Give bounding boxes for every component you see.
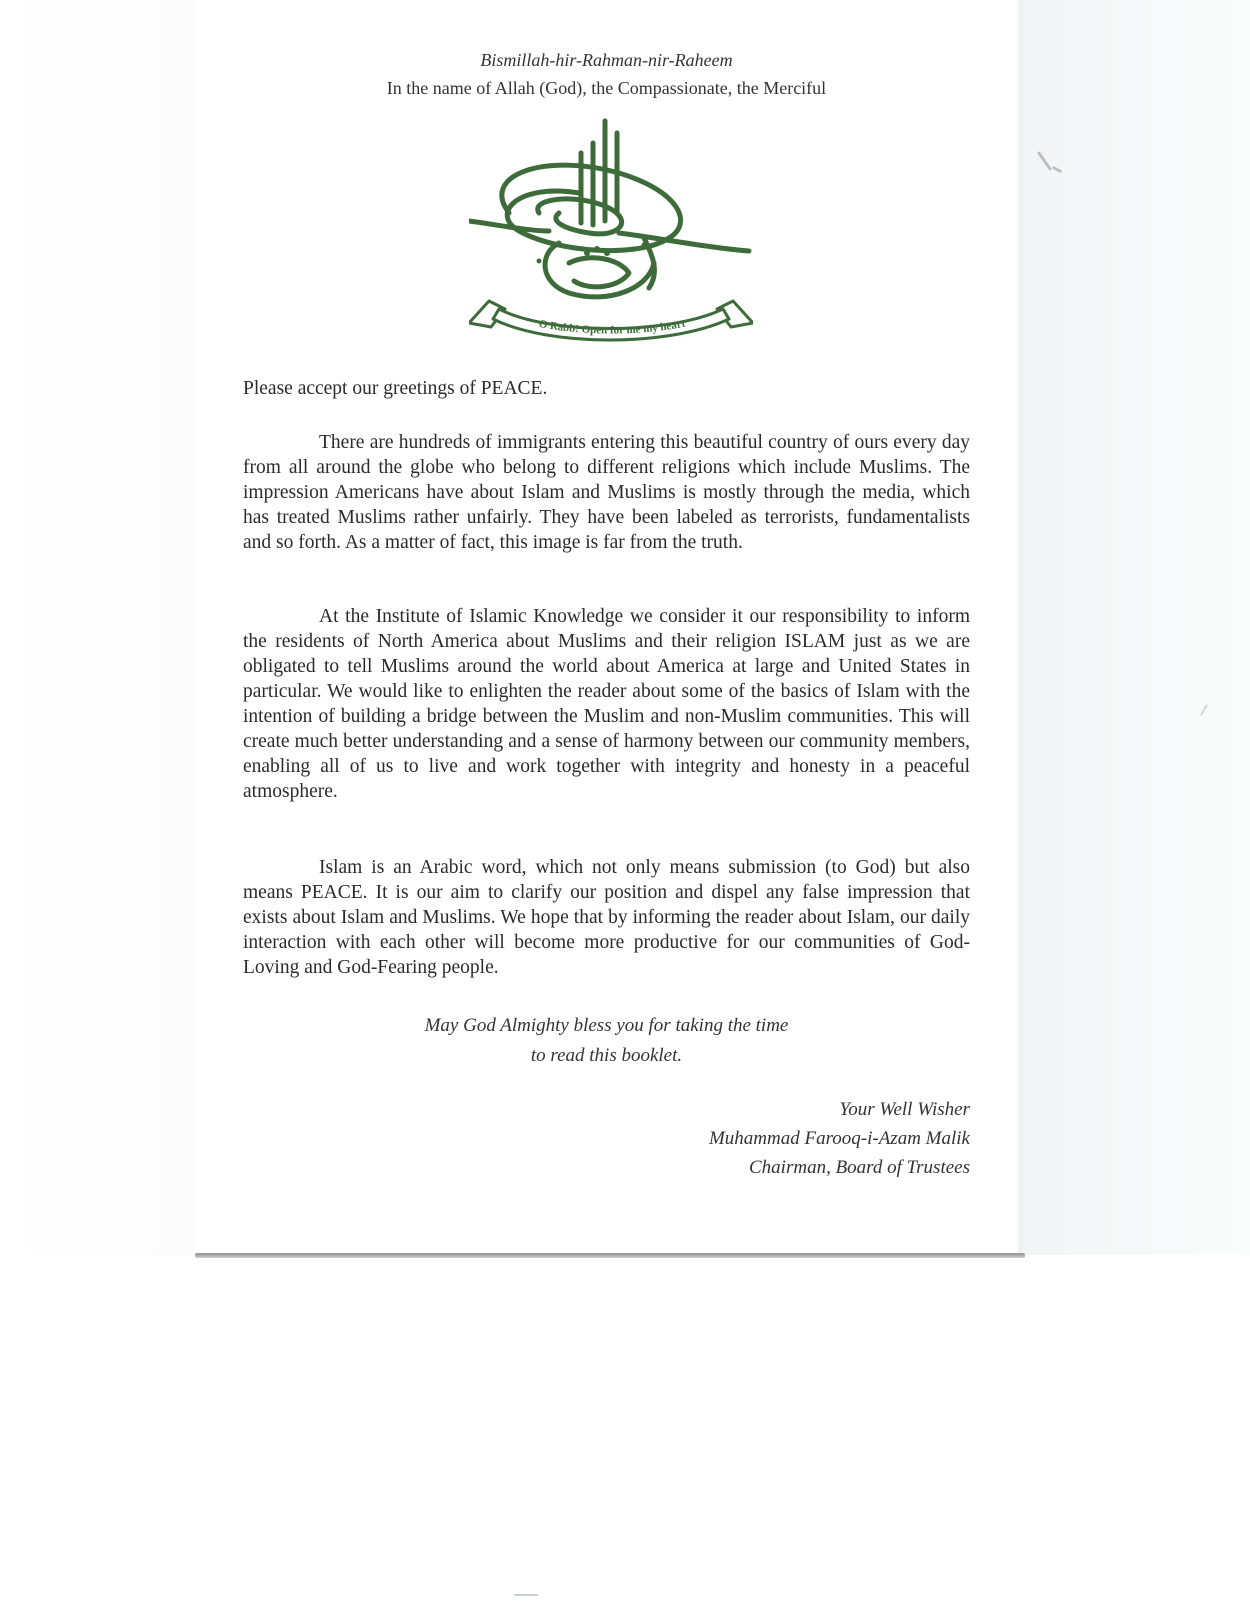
page-right-edge (1016, 0, 1022, 1255)
scan-speck (514, 1594, 538, 1596)
blessing-line-2: to read this booklet. (530, 1045, 683, 1066)
signature-title: Chairman, Board of Trustees (749, 1157, 970, 1178)
greeting-line: Please accept our greetings of PEACE. (243, 378, 548, 399)
emblem-banner-text: O Rabb! Open for me my heart (537, 317, 687, 337)
page-bottom-edge (195, 1253, 1025, 1258)
paragraph-islam-meaning: Islam is an Arabic word, which not only means submission (to God) but also means PEACE. It is our aim to clarify our position and dispel any false impression that exists about Islam and Muslims. We hope that by informing the reader about Islam, our daily interaction with each other will become more productive for our communities of God-Loving and God-Fearing people. (243, 857, 970, 978)
signature-block (570, 1095, 970, 1182)
page-left-shade (0, 0, 195, 1255)
blessing (243, 1011, 970, 1071)
paragraph-immigrants: There are hundreds of immigrants entering this beautiful country of ours every day from all around the globe who belong to different religions which include Muslims. The impression Americans have about Islam and Muslims is mostly through the media, which has treated Muslims rather unfairly. They have been labeled as terrorists, fundamentalists and so forth. As a matter of fact, this image is far from the truth. (243, 432, 970, 553)
signature-name: Muhammad Farooq-i-Azam Malik (708, 1128, 970, 1149)
paragraph-institute: At the Institute of Islamic Knowledge we consider it our responsibility to inform the residents of North America about Muslims and their religion ISLAM just as we are obligated to tell Muslims around the world about America at large and United States in particular. We would like to enlighten the reader about some of the basics of Islam with the intention of building a bridge between the Muslim and non-Muslim communities. This will create much better understanding and a sense of harmony between our community members, enabling all of us to live and work together with integrity and honesty in a peaceful atmosphere. (243, 606, 970, 802)
signature-closing: Your Well Wisher (839, 1099, 970, 1120)
basmala-translation: In the name of Allah (God), the Compassionate, the Merciful (386, 78, 827, 98)
blessing-line-1: May God Almighty bless you for taking the time (424, 1015, 789, 1036)
scan-background-right (1018, 0, 1250, 1255)
calligraphy-tughra-emblem-icon (469, 113, 753, 353)
basmala-heading: Bismillah-hir-Rahman-nir-Raheem (480, 50, 733, 70)
